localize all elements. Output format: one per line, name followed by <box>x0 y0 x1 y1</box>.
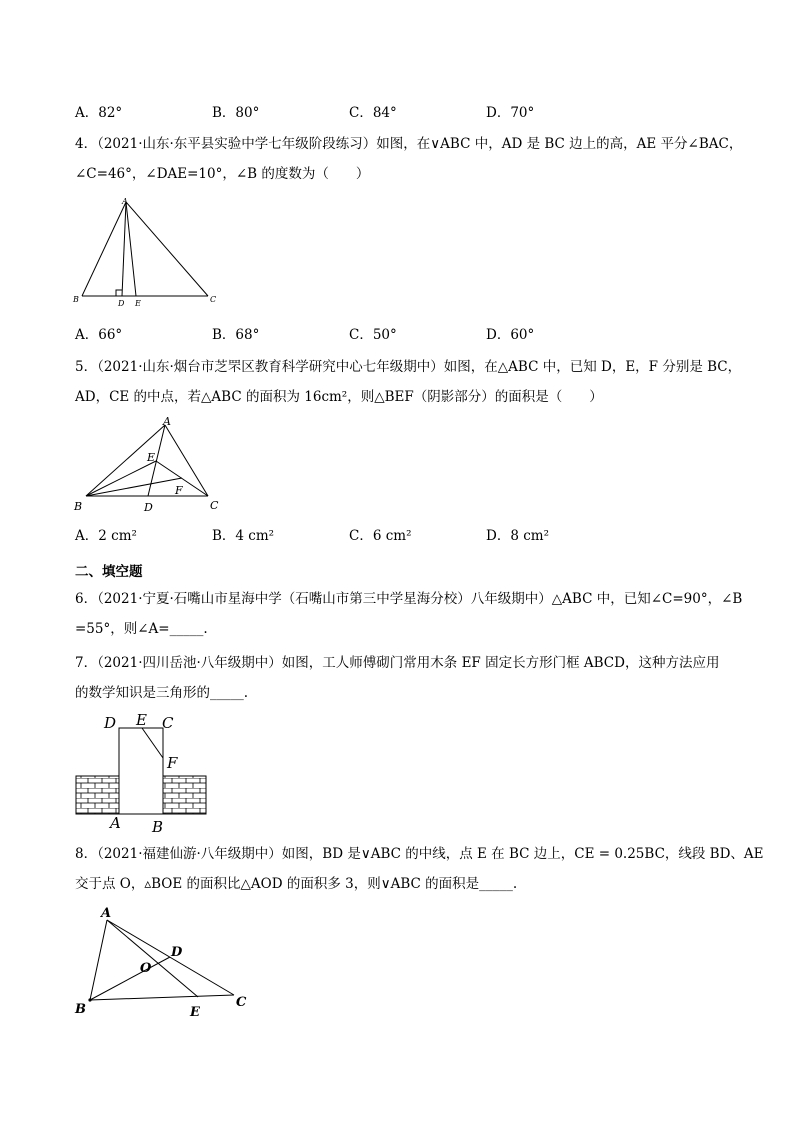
q5-text-line2: AD，CE 的中点，若△ABC 的面积为 16cm²，则△BEF（阴影部分）的面积是（ ） <box>75 389 603 405</box>
q8-side-ab <box>90 920 107 1000</box>
q7-label-f: F <box>167 754 178 772</box>
q3-option-a[interactable]: A．82° <box>75 105 123 121</box>
q7-left-wall <box>76 776 119 814</box>
q4-label-b: B <box>73 295 79 304</box>
q3-option-b[interactable]: B．80° <box>212 105 260 121</box>
q5-label-d: D <box>144 501 153 514</box>
q6-text-line2: =55°，则∠A=_____. <box>75 621 208 637</box>
q8-label-c: C <box>236 995 247 1010</box>
q4-label-c: C <box>210 295 217 304</box>
q4-label-a: A <box>122 197 128 206</box>
q4-label-d: D <box>118 299 125 308</box>
q5-side-ac <box>165 425 208 496</box>
q7-right-wall <box>163 776 206 814</box>
q7-door-frame <box>119 728 163 814</box>
q3-option-d[interactable]: D．70° <box>486 105 535 121</box>
q5-segment-be <box>86 461 156 496</box>
q4-option-c[interactable]: C．50° <box>349 327 397 343</box>
q4-option-a[interactable]: A．66° <box>75 327 123 343</box>
q4-right-angle-mark <box>116 290 122 296</box>
q8-label-e: E <box>190 1005 200 1020</box>
q5-option-d[interactable]: D．8 cm² <box>486 528 549 544</box>
q8-figure <box>70 900 255 1025</box>
q8-label-o: O <box>140 961 152 976</box>
q8-label-d: D <box>171 945 183 960</box>
q5-label-a: A <box>163 415 171 428</box>
q5-label-f: F <box>175 484 183 497</box>
section-title-fill-in: 二、填空题 <box>75 564 143 580</box>
q5-option-c[interactable]: C．6 cm² <box>349 528 412 544</box>
q7-text-line1: 7．（2021·四川岳池·八年级期中）如图，工人师傅砌门常用木条 EF 固定长方形门框 ABCD，这种方法应用 <box>75 655 720 671</box>
q4-option-d[interactable]: D．60° <box>486 327 535 343</box>
q7-label-a: A <box>110 814 121 832</box>
q8-label-b: B <box>75 1002 86 1017</box>
q8-segment-ae <box>107 920 198 997</box>
q4-figure <box>70 192 230 312</box>
q4-text-line2: ∠C=46°，∠DAE=10°，∠B 的度数为（ ） <box>75 166 370 182</box>
q4-option-b[interactable]: B．68° <box>212 327 260 343</box>
q5-label-c: C <box>210 499 219 512</box>
q7-figure <box>70 708 215 836</box>
q8-side-bc <box>90 995 234 1000</box>
q5-option-b[interactable]: B．4 cm² <box>212 528 275 544</box>
q4-bisector-ae <box>126 202 136 296</box>
q3-option-c[interactable]: C．84° <box>349 105 397 121</box>
q8-point-b <box>88 998 91 1001</box>
q4-text-line1: 4．（2021·山东·东平县实验中学七年级阶段练习）如图，在∨ABC 中，AD 是 BC 边上的高，AE 平分∠BAC， <box>75 136 743 152</box>
q8-text-line1: 8．（2021·福建仙游·八年级期中）如图，BD 是∨ABC 的中线，点 E 在 BC 边上，CE = 0.25BC，线段 BD、AE <box>75 846 764 862</box>
q7-label-c: C <box>162 714 174 732</box>
q7-label-e: E <box>136 711 147 729</box>
q5-text-line1: 5．（2021·山东·烟台市芝罘区教育科学研究中心七年级期中）如图，在△ABC 中，已知 D，E，F 分别是 BC， <box>75 359 742 375</box>
q6-text-line1: 6．（2021·宁夏·石嘴山市星海中学（石嘴山市第三中学星海分校）八年级期中）△ABC 中，已知∠C=90°，∠B <box>75 591 743 607</box>
q4-side-ac <box>126 202 208 296</box>
q8-label-a: A <box>101 906 112 921</box>
q5-label-e: E <box>147 451 156 464</box>
q5-label-b: B <box>74 500 83 513</box>
q4-side-ab <box>82 202 126 296</box>
q7-label-d: D <box>104 714 117 732</box>
q8-text-line2: 交于点 O，▵BOE 的面积比△AOD 的面积多 3，则∨ABC 的面积是_____. <box>75 876 518 892</box>
q5-option-a[interactable]: A．2 cm² <box>75 528 137 544</box>
q5-segment-bf <box>86 478 182 496</box>
q4-altitude-ad <box>122 202 126 296</box>
q7-label-b: B <box>152 818 164 836</box>
q7-text-line2: 的数学知识是三角形的_____. <box>75 685 249 701</box>
q4-label-e: E <box>135 299 141 308</box>
q5-figure <box>70 413 230 518</box>
